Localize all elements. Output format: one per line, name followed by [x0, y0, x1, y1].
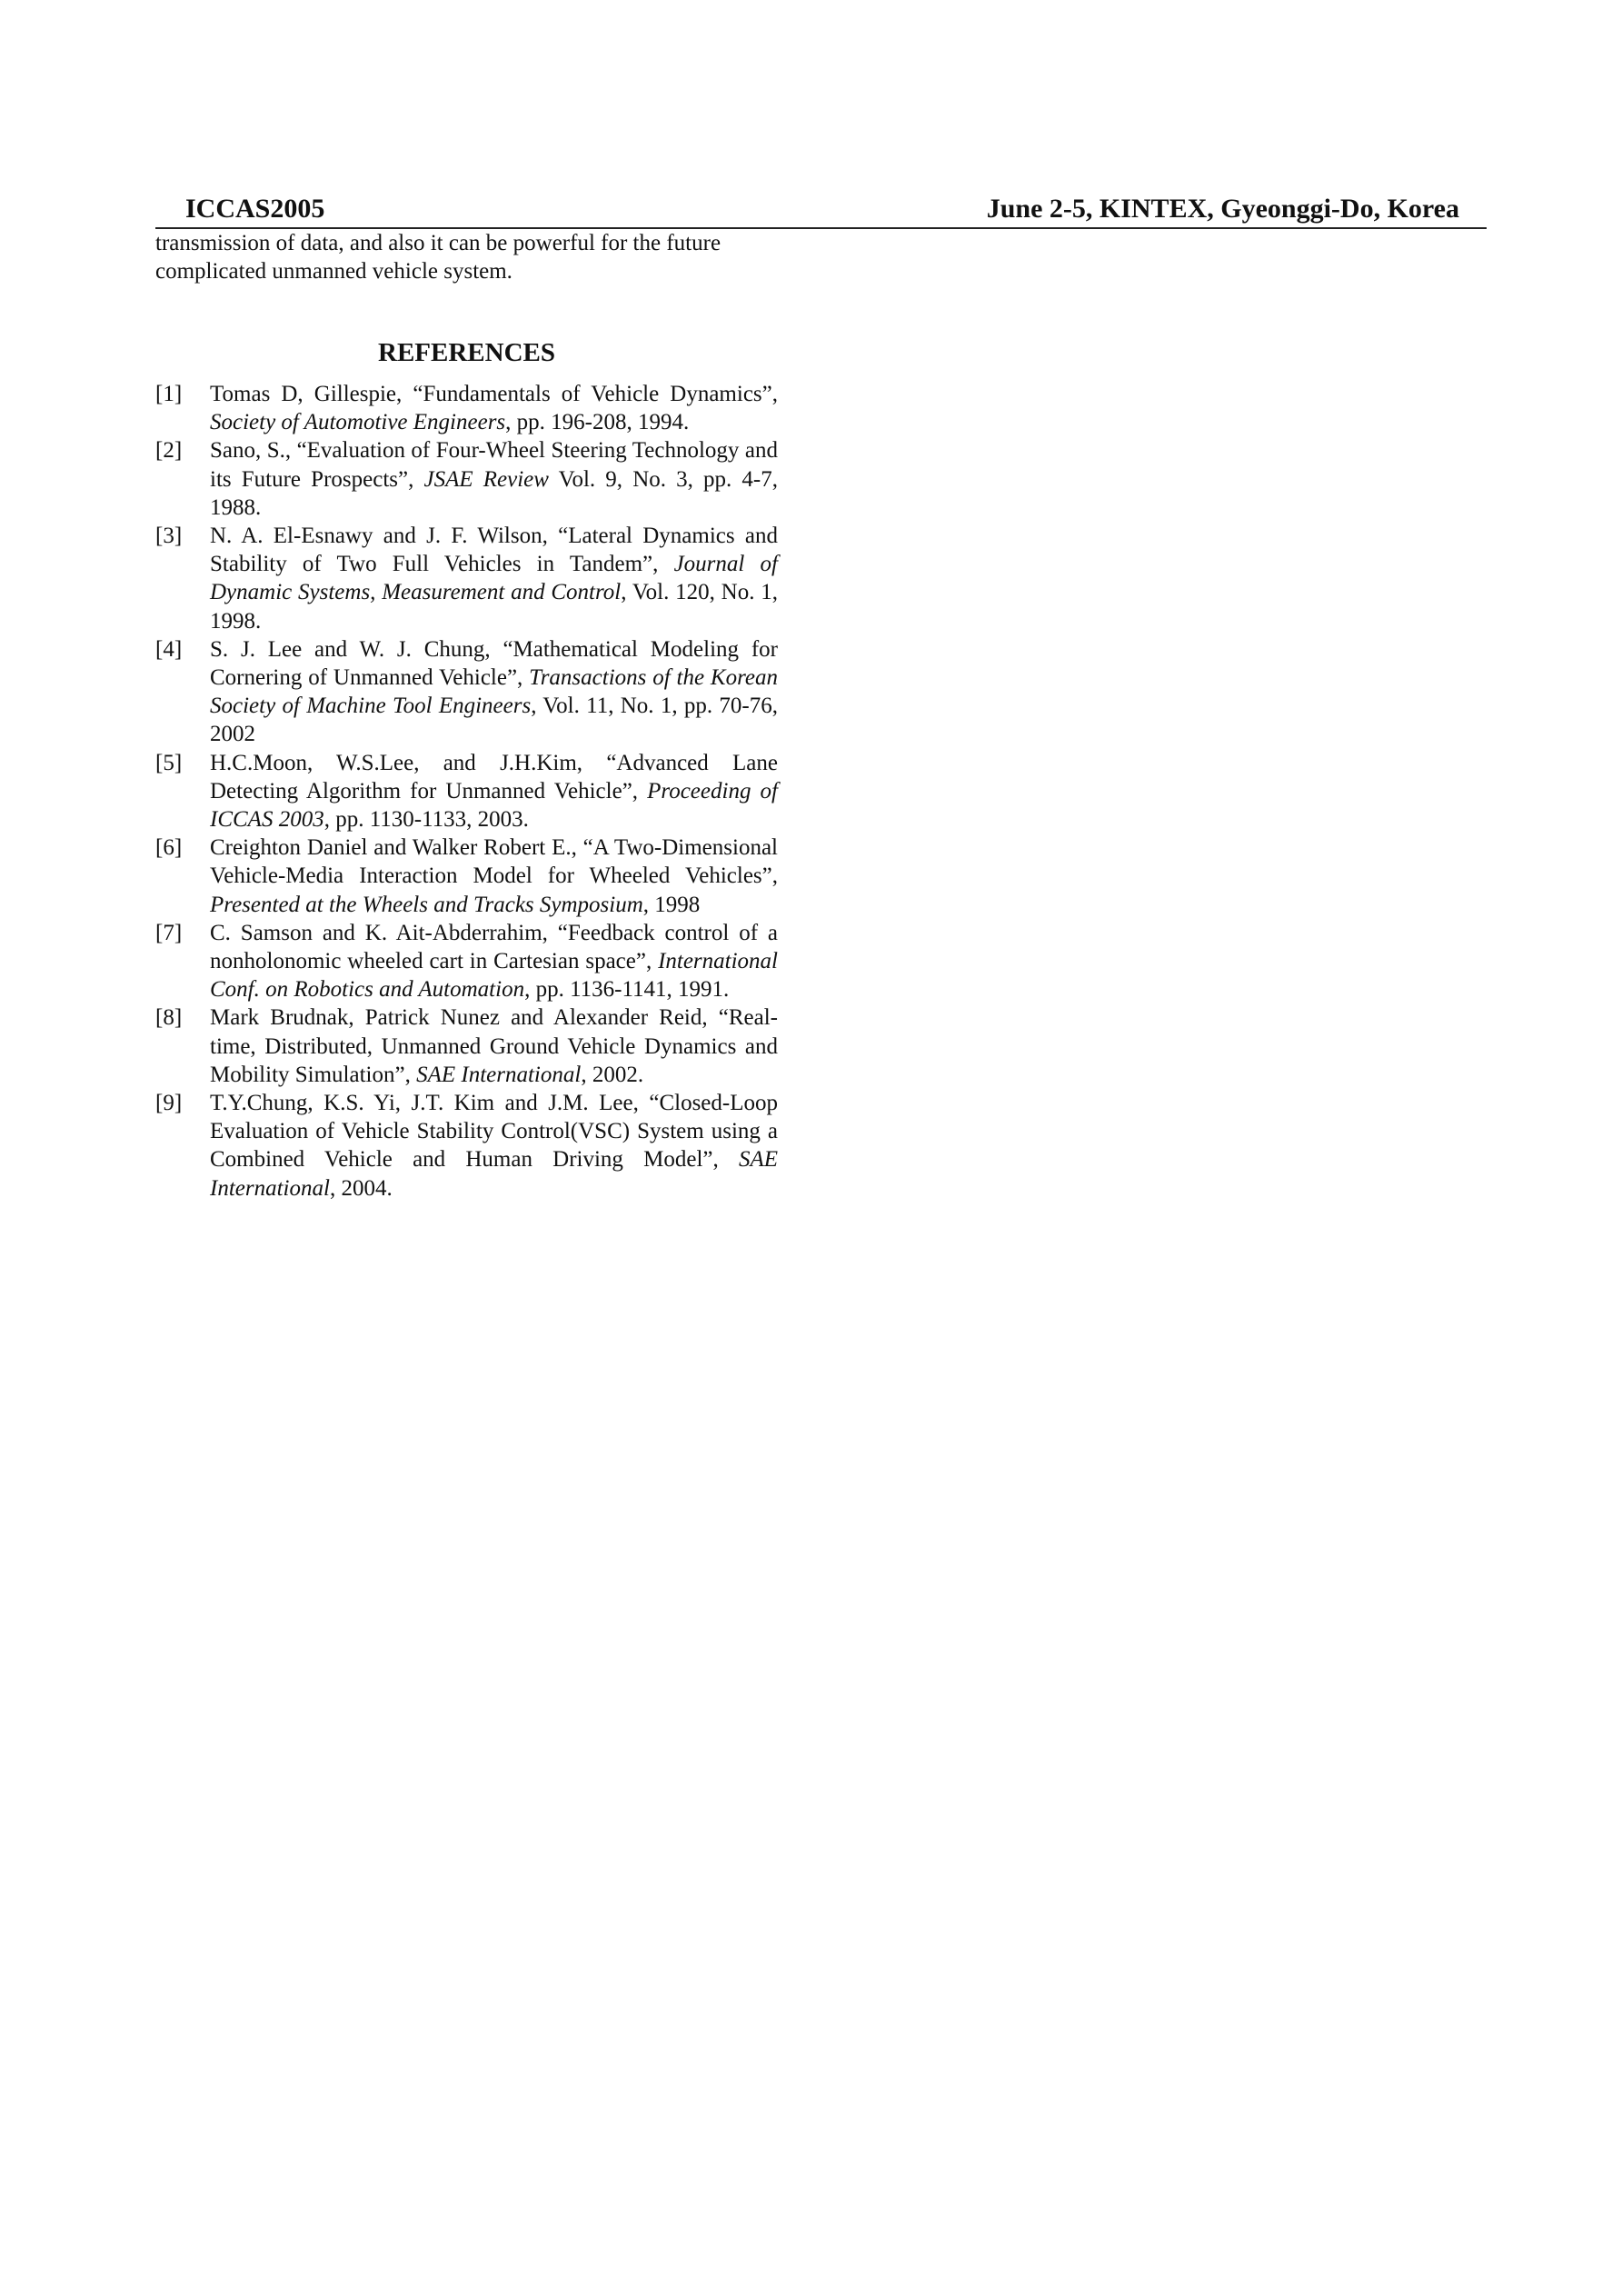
reference-segment: C. Samson and K. Ait-Abderrahim, “Feedback control of a nonholonomic wheeled cart in Cartesian space”,	[210, 920, 778, 974]
reference-number: [5]	[155, 750, 183, 775]
reference-italic-segment: Transactions of the Korean Society of Machine Tool Engineers	[210, 665, 778, 719]
reference-number: [6]	[155, 835, 183, 861]
reference-italic-segment: Journal of Dynamic Systems, Measurement and Control	[210, 552, 778, 605]
reference-italic-segment: JSAE Review	[423, 466, 549, 492]
references-heading: REFERENCES	[378, 338, 555, 367]
reference-segment: , pp. 1130-1133, 2003.	[323, 807, 529, 833]
header-date-venue: June 2-5, KINTEX, Gyeonggi-Do, Korea	[986, 194, 1459, 224]
reference-list	[155, 380, 778, 1203]
reference-italic-segment: SAE International	[210, 1147, 778, 1201]
reference-text	[210, 637, 778, 747]
reference-item	[155, 749, 778, 834]
reference-number: [1]	[155, 382, 183, 406]
reference-segment: , pp. 196-208, 1994.	[505, 410, 690, 435]
reference-item	[155, 436, 778, 522]
reference-item	[155, 1089, 778, 1203]
reference-italic-segment: Presented at the Wheels and Tracks Symposium	[210, 892, 643, 917]
continued-paragraph: transmission of data, and also it can be powerful for the future complicated unmanned vehicle system.	[155, 231, 721, 284]
reference-segment: Sano, S., “Evaluation of Four-Wheel Steering Technology and its Future Prospects”,	[210, 438, 778, 492]
reference-segment: , pp. 1136-1141, 1991.	[524, 977, 730, 1003]
reference-item	[155, 834, 778, 919]
reference-number: [4]	[155, 636, 183, 662]
reference-segment: H.C.Moon, W.S.Lee, and J.H.Kim, “Advanced Lane Detecting Algorithm for Unmanned Vehicle”,	[210, 750, 778, 804]
reference-italic-segment: Society of Automotive Engineers	[210, 410, 506, 435]
reference-segment: , Vol. 120, No. 1, 1998.	[210, 580, 778, 634]
reference-text	[210, 438, 778, 519]
reference-segment: , 2004.	[329, 1175, 393, 1201]
reference-italic-segment: SAE International	[416, 1062, 582, 1087]
header-conference-name: ICCAS2005	[185, 194, 325, 224]
reference-italic-segment: Proceeding of ICCAS 2003	[210, 778, 778, 833]
reference-segment: Mark Brudnak, Patrick Nunez and Alexander Reid, “Real-time, Distributed, Unmanned Ground Vehicle Dynamics and Mobility Simulation”,	[210, 1005, 778, 1087]
reference-segment: , 1998	[642, 892, 701, 917]
reference-italic-segment: International Conf. on Robotics and Automation	[210, 949, 778, 1003]
reference-segment: , Vol. 11, No. 1, pp. 70-76, 2002	[210, 694, 779, 747]
reference-item	[155, 919, 778, 1004]
left-column	[155, 229, 778, 1203]
reference-text	[210, 835, 778, 916]
reference-text	[210, 524, 778, 634]
reference-segment: S. J. Lee and W. J. Chung, “Mathematical Modeling for Cornering of Unmanned Vehicle”,	[210, 636, 778, 691]
reference-text	[210, 1091, 778, 1201]
reference-text	[210, 382, 778, 434]
reference-item	[155, 380, 778, 436]
reference-segment: Tomas D, Gillespie, “Fundamentals of Vehicle Dynamics”,	[210, 382, 778, 406]
reference-item	[155, 1003, 778, 1089]
reference-text	[210, 1005, 778, 1086]
reference-segment: Creighton Daniel and Walker Robert E., “A Two-Dimensional Vehicle-Media Interaction Model for Wheeled Vehicles”,	[210, 835, 778, 889]
reference-segment: Vol. 9, No. 3, pp. 4-7, 1988.	[210, 466, 778, 520]
reference-number: [7]	[155, 920, 183, 945]
reference-item	[155, 635, 778, 749]
reference-text	[210, 921, 778, 1002]
reference-segment: N. A. El-Esnawy and J. F. Wilson, “Lateral Dynamics and Stability of Two Full Vehicles in Tandem”,	[210, 524, 778, 577]
reference-segment: , 2002.	[581, 1062, 644, 1087]
reference-text	[210, 751, 778, 832]
reference-number: [8]	[155, 1005, 183, 1031]
reference-segment: T.Y.Chung, K.S. Yi, J.T. Kim and J.M. Lee, “Closed-Loop Evaluation of Vehicle Stability Control(VSC) System using a Combined Vehicle and Human Driving Model”,	[210, 1091, 778, 1173]
reference-number: [3]	[155, 524, 183, 549]
reference-number: [2]	[155, 438, 183, 464]
running-header	[155, 191, 1487, 229]
reference-item	[155, 522, 778, 635]
reference-number: [9]	[155, 1091, 183, 1116]
